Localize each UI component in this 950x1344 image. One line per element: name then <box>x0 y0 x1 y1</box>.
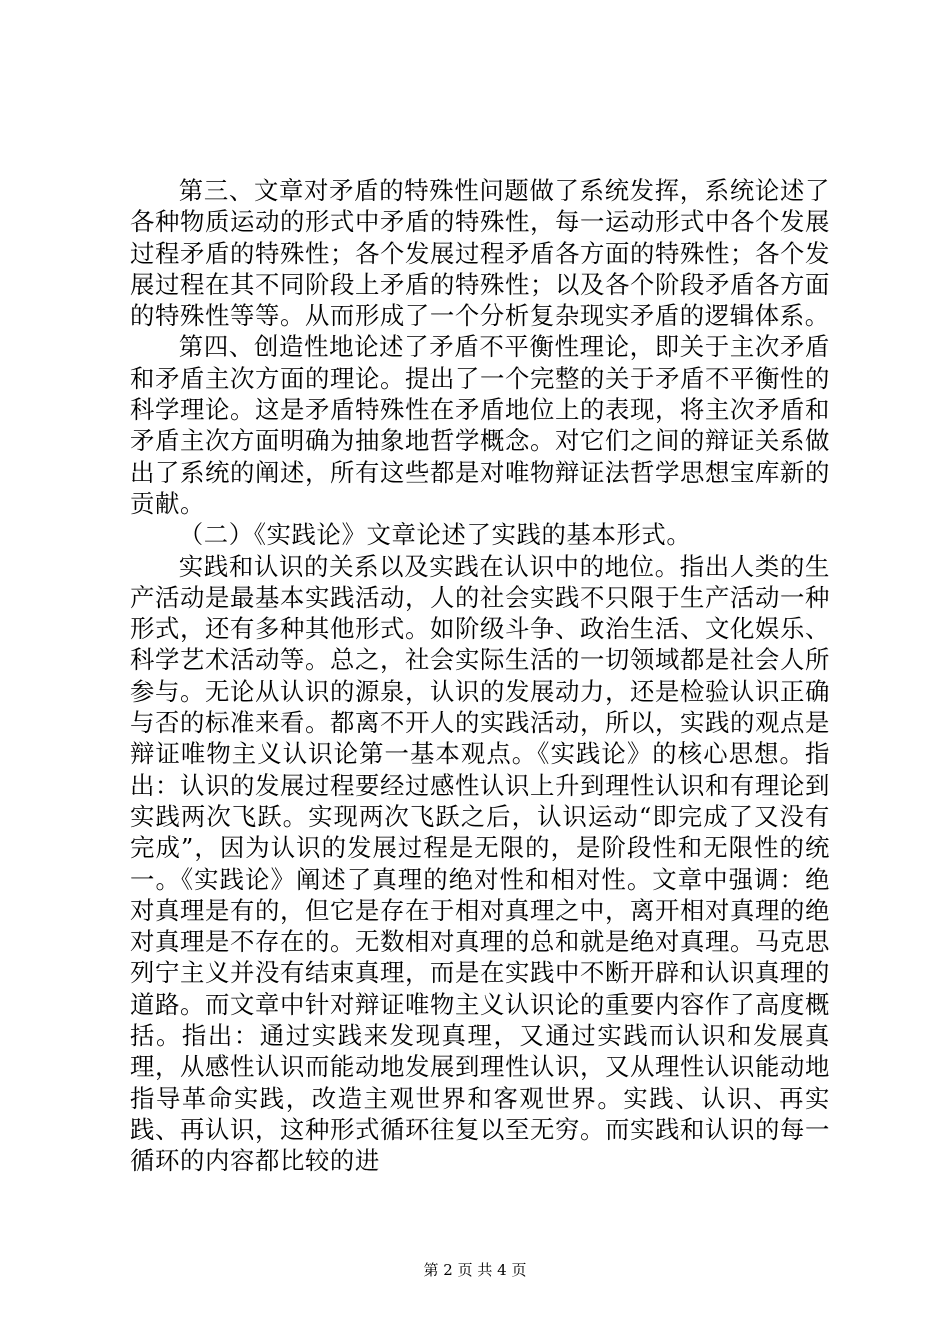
paragraph-practice-cognition: 实践和认识的关系以及实践在认识中的地位。指出人类的生产活动是最基本实践活动，人的社会实践不只限于生产活动一种形式，还有多种其他形式。如阶级斗争、政治生活、文化娱乐、科学艺术活动等。总之，社会实际生活的一切领域都是社会人所参与。无论从认识的源泉，认识的发展动力，还是检验认识正确与否的标准来看。都离不开人的实践活动，所以，实践的观点是辩证唯物主义认识论第一基本观点。《实践论》的核心思想。指出：认识的发展过程要经过感性认识上升到理性认识和有理论到实践两次飞跃。实现两次飞跃之后，认识运动“即完成了又没有完成”，因为认识的发展过程是无限的，是阶段性和无限性的统一。《实践论》阐述了真理的绝对性和相对性。文章中强调：绝对真理是有的，但它是存在于相对真理之中，离开相对真理的绝对真理是不存在的。无数相对真理的总和就是绝对真理。马克思列宁主义并没有结束真理，而是在实践中不断开辟和认识真理的道路。而文章中针对辩证唯物主义认识论的重要内容作了高度概括。指出：通过实践来发现真理，又通过实践而认识和发展真理，从感性认识而能动地发展到理性认识，又从理性认识能动地指导革命实践，改造主观世界和客观世界。实践、认识、再实践、再认识，这种形式循环往复以至无穷。而实践和认识的每一循环的内容都比较的进 <box>130 551 830 1176</box>
section-heading-practice: （二）《实践论》文章论述了实践的基本形式。 <box>178 520 692 550</box>
page-number-footer: 第 2 页 共 4 页 <box>423 1261 527 1279</box>
paragraph-third-point: 第三、文章对矛盾的特殊性问题做了系统发挥，系统论述了各种物质运动的形式中矛盾的特殊性，每一运动形式中各个发展过程矛盾的特殊性；各个发展过程矛盾各方面的特殊性；各个发展过程在其不同阶段上矛盾的特殊性；以及各个阶段矛盾各方面的特殊性等等。从而形成了一个分析复杂现实矛盾的逻辑体系。 <box>130 176 830 331</box>
document-body <box>130 175 830 1177</box>
paragraph-fourth-point: 第四、创造性地论述了矛盾不平衡性理论，即关于主次矛盾和矛盾主次方面的理论。提出了一个完整的关于矛盾不平衡性的科学理论。这是矛盾特殊性在矛盾地位上的表现，将主次矛盾和矛盾主次方面明确为抽象地哲学概念。对它们之间的辩证关系做出了系统的阐述，所有这些都是对唯物辩证法哲学思想宝库新的贡献。 <box>130 332 830 518</box>
